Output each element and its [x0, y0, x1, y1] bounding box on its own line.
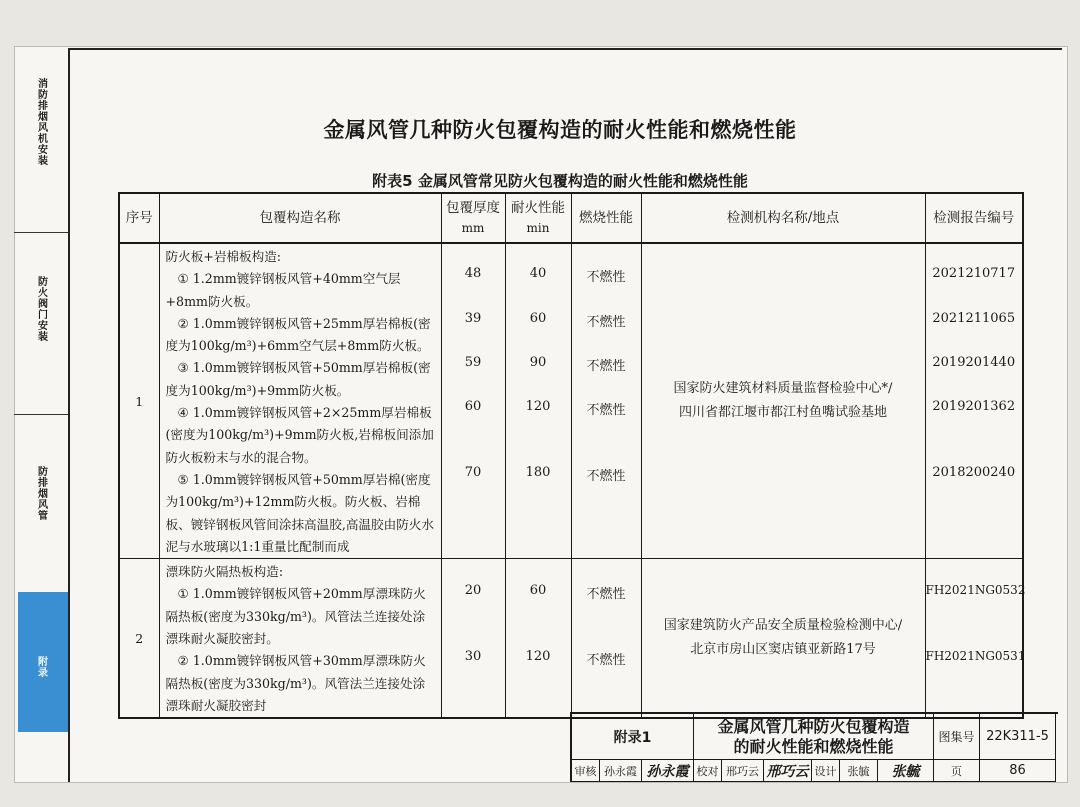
construction-cell — [159, 559, 441, 719]
designer-name: 张毓 — [840, 760, 878, 782]
institution-location: 四川省都江堰市都江村鱼嘴试验基地 — [678, 405, 887, 421]
table-caption: 附表5 金属风管常见防火包覆构造的耐火性能和燃烧性能 — [372, 172, 748, 190]
fire-resistance-value: 120 — [525, 399, 551, 414]
fire-resistance-cell — [505, 559, 571, 719]
thickness-value: 48 — [464, 266, 482, 281]
construction-item: ④ 1.0mm镀锌钢板风管+2×25mm厚岩棉板(密度为100kg/m³)+9mm防火板,岩棉板间添加防火板粉末与水的混合物。 — [165, 405, 434, 465]
thickness-cell — [441, 243, 505, 559]
thickness-value: 59 — [464, 355, 482, 370]
title-block — [570, 712, 1058, 782]
thickness-value: 20 — [464, 583, 482, 599]
atlas-label: 图集号 — [934, 714, 980, 760]
combustion-value: 不燃性 — [586, 359, 626, 374]
header-institution: 检测机构名称/地点 — [641, 193, 925, 243]
table-header-row — [119, 193, 1023, 243]
fire-resistance-value: 90 — [529, 355, 547, 370]
page-label: 页 — [934, 760, 980, 782]
review-label: 审核 — [572, 760, 600, 782]
construction-item: ③ 1.0mm镀锌钢板风管+50mm厚岩棉板(密度为100kg/m³)+9mm防火板。 — [165, 360, 431, 398]
report-cell — [925, 559, 1026, 719]
tab-appendix[interactable]: 附录 — [35, 656, 47, 678]
thickness-value: 39 — [464, 311, 482, 326]
institution-name: 国家防火建筑材料质量监督检验中心*/ — [673, 381, 893, 397]
header-name: 包覆构造名称 — [159, 193, 441, 243]
page-title: 金属风管几种防火包覆构造的耐火性能和燃烧性能 — [323, 118, 797, 142]
chapter-sidebar — [14, 46, 68, 781]
report-cell — [925, 243, 1023, 559]
fire-resistance-cell — [505, 243, 571, 559]
combustion-value: 不燃性 — [586, 469, 626, 484]
designer-signature: 张毓 — [878, 760, 934, 782]
table-row-group-2 — [119, 559, 1023, 719]
table-row-group-1 — [119, 243, 1023, 559]
atlas-number: 22K311-5 — [980, 714, 1056, 760]
report-number: FH2021NG0531 — [925, 649, 1026, 664]
reviewer-name: 孙永霞 — [600, 760, 642, 782]
thickness-value: 60 — [464, 399, 482, 414]
tab-divider — [14, 414, 68, 415]
thickness-cell — [441, 559, 505, 719]
combustion-cell — [571, 559, 641, 719]
report-number: 2019201362 — [932, 399, 1016, 414]
checker-signature: 邢巧云 — [764, 760, 812, 782]
group-heading: 漂珠防火隔热板构造: — [165, 564, 284, 580]
tab-divider — [14, 232, 68, 233]
fire-resistance-value: 120 — [525, 649, 551, 665]
thickness-value: 70 — [464, 465, 482, 480]
combustion-value: 不燃性 — [586, 653, 626, 669]
construction-item: ① 1.2mm镀锌钢板风管+40mm空气层+8mm防火板。 — [165, 271, 401, 309]
seq-cell: 2 — [119, 559, 159, 719]
fire-resistance-value: 180 — [525, 465, 551, 480]
construction-item: ② 1.0mm镀锌钢板风管+25mm厚岩棉板(密度为100kg/m³)+6mm空气层+8mm防火板。 — [165, 315, 431, 354]
combustion-value: 不燃性 — [586, 270, 626, 285]
check-label: 校对 — [694, 760, 722, 782]
reviewer-signature: 孙永霞 — [642, 760, 694, 782]
report-number: 2021211065 — [932, 311, 1016, 326]
header-report: 检测报告编号 — [925, 193, 1023, 243]
combustion-value: 不燃性 — [586, 587, 626, 603]
report-number: 2019201440 — [932, 355, 1016, 370]
group-heading: 防火板+岩棉板构造: — [165, 249, 282, 264]
fire-resistance-table — [118, 192, 1024, 719]
section-label: 附录1 — [572, 714, 694, 760]
header-fire-resistance: 耐火性能 min — [505, 193, 571, 243]
thickness-value: 30 — [464, 649, 482, 665]
institution-cell — [641, 559, 925, 719]
report-number: FH2021NG0532 — [925, 583, 1026, 598]
header-combustion: 燃烧性能 — [571, 193, 641, 243]
fire-resistance-value: 60 — [529, 583, 547, 599]
seq-cell: 1 — [119, 243, 159, 559]
construction-cell — [159, 243, 441, 559]
construction-item: ⑤ 1.0mm镀锌钢板风管+50mm厚岩棉(密度为100kg/m³)+12mm防火板。防火板、岩棉板、镀锌钢板风管间涂抹高温胶,高温胶由防火水泥与水玻璃以1:1重量比配制而成 — [165, 471, 434, 554]
construction-item: ① 1.0mm镀锌钢板风管+20mm厚漂珠防火隔热板(密度为330kg/m³)。风管法兰连接处涂漂珠耐火凝胶密封。 — [165, 586, 426, 647]
tab-damper-installation[interactable]: 防火阀门安装 — [35, 276, 47, 342]
header-thickness: 包覆厚度 mm — [441, 193, 505, 243]
tab-smoke-duct[interactable]: 防排烟风管 — [35, 466, 47, 521]
institution-cell — [641, 243, 925, 559]
combustion-cell — [571, 243, 641, 559]
institution-location: 北京市房山区窦店镇亚新路17号 — [690, 642, 876, 658]
fire-resistance-value: 60 — [529, 311, 547, 326]
tab-fan-installation[interactable]: 消防排烟风机安装 — [35, 78, 47, 166]
page-number: 86 — [980, 760, 1056, 782]
header-seq: 序号 — [119, 193, 159, 243]
sheet-title: 金属风管几种防火包覆构造 的耐火性能和燃烧性能 — [694, 714, 934, 760]
combustion-value: 不燃性 — [586, 315, 626, 330]
combustion-value: 不燃性 — [586, 403, 626, 418]
checker-name: 邢巧云 — [722, 760, 764, 782]
design-label: 设计 — [812, 760, 840, 782]
institution-name: 国家建筑防火产品安全质量检验检测中心/ — [663, 618, 903, 634]
report-number: 2018200240 — [932, 465, 1016, 480]
report-number: 2021210717 — [932, 266, 1016, 281]
fire-resistance-value: 40 — [529, 266, 547, 281]
construction-item: ② 1.0mm镀锌钢板风管+30mm厚漂珠防火隔热板(密度为330kg/m³)。风管法兰连接处涂漂珠耐火凝胶密封 — [165, 653, 426, 713]
